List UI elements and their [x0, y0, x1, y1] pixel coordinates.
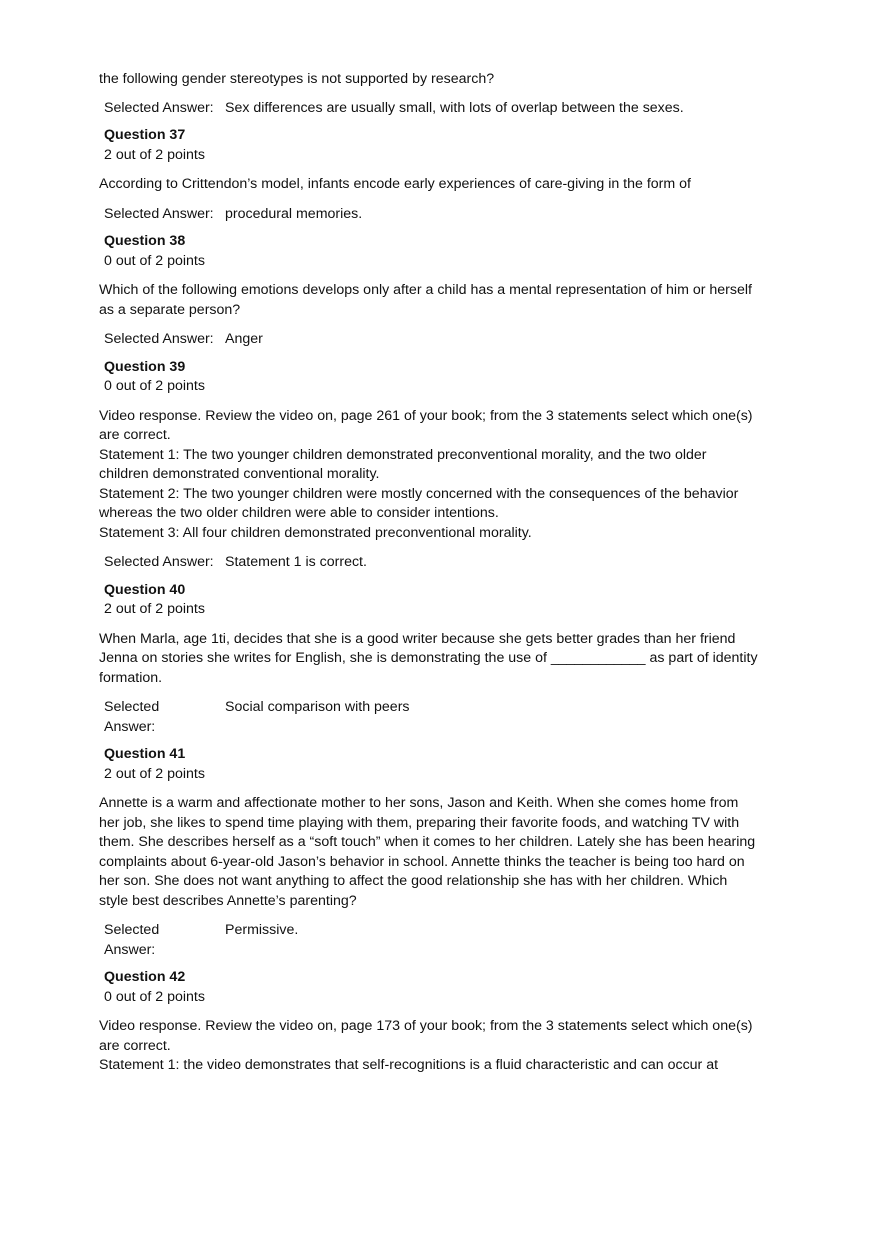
question-38: [99, 232, 759, 271]
question-title: Question 39: [104, 358, 186, 375]
question-points: 0 out of 2 points: [104, 988, 205, 1005]
question-points: 2 out of 2 points: [104, 601, 205, 617]
question-text-line: Statement 3: All four children demonstrated preconventional morality.: [99, 524, 532, 541]
question-points: 2 out of 2 points: [104, 146, 205, 163]
question-41: [99, 745, 759, 784]
question-text: [99, 281, 759, 320]
question-text: [99, 630, 759, 689]
selected-answer-value: procedural memories.: [225, 205, 363, 222]
question-text: [99, 794, 759, 911]
question-42: [99, 968, 759, 1007]
question-text-line: Statement 1: the video demonstrates that self-recognitions is a fluid characteristic and can occur at: [99, 1057, 719, 1073]
question-text-line: Video response. Review the video on, page 261 of your book; from the 3 statements select which one(s) are correct.: [99, 407, 753, 443]
selected-answer-row: [104, 698, 759, 737]
selected-answer-label-line: Answer:: [104, 718, 156, 735]
selected-answer-label-line: Answer:: [104, 941, 156, 958]
selected-answer-label-line: Selected: [104, 699, 160, 715]
selected-answer-value: Sex differences are usually small, with lots of overlap between the sexes.: [225, 99, 684, 116]
question-text-line: Statement 2: The two younger children were mostly concerned with the consequences of the behavior whereas the two older children were able to consider intentions.: [99, 485, 739, 521]
question-text-line: According to Crittendon’s model, infants encode early experiences of care-giving in the form of: [99, 176, 691, 192]
selected-answer-label: Selected Answer:: [104, 205, 214, 222]
question-text: [99, 175, 759, 195]
question-37: [99, 126, 759, 165]
selected-answer-value: Social comparison with peers: [225, 699, 410, 715]
selected-answer-value: Statement 1 is correct.: [225, 554, 367, 570]
question-title: Question 42: [104, 969, 186, 985]
question-points: 0 out of 2 points: [104, 252, 205, 269]
question-text-line: Annette is a warm and affectionate mother to her sons, Jason and Keith. When she comes home from her job, she likes to spend time playing with them, preparing their favorite foods, and watching TV with them. She describes herself as a “soft touch” when it comes to her children. Lately she has been hearing complaints about 6-year-old Jason’s behavior in school. Annette thinks the teacher is being too hard on her son. She does not want anything to affect the good relationship she has with her children. Which style best describes Annette’s parenting?: [99, 795, 756, 909]
selected-answer-row: [104, 99, 759, 119]
question-title: Question 41: [104, 746, 186, 762]
question-title: Question 37: [104, 127, 186, 143]
question-points: 0 out of 2 points: [104, 378, 205, 394]
question-title: Question 38: [104, 233, 186, 249]
selected-answer-row: [104, 921, 759, 960]
selected-answer-value: Permissive.: [225, 922, 299, 938]
selected-answer-label: [104, 698, 225, 737]
question-text-line: When Marla, age 1ti, decides that she is a good writer because she gets better grades than her friend Jenna on stories she writes for English, she is demonstrating the use of ____________ as part of identity formation.: [99, 630, 758, 686]
selected-answer-label: Selected Answer:: [104, 331, 214, 347]
selected-answer-row: [104, 553, 759, 573]
selected-answer-row: [104, 205, 759, 225]
question-text-line: Video response. Review the video on, page 173 of your book; from the 3 statements select which one(s) are correct.: [99, 1018, 753, 1054]
selected-answer-label: [104, 921, 225, 960]
selected-answer-row: [104, 330, 759, 350]
intro-text: the following gender stereotypes is not supported by research?: [99, 71, 495, 87]
question-text: [99, 1017, 759, 1076]
question-text-line: Which of the following emotions develops only after a child has a mental representation of him or herself as a separate person?: [99, 282, 752, 318]
question-39: [99, 358, 759, 397]
selected-answer-label: Selected Answer:: [104, 554, 214, 570]
question-points: 2 out of 2 points: [104, 765, 205, 782]
question-40: [99, 581, 759, 620]
selected-answer-value: Anger: [225, 331, 263, 347]
selected-answer-label: Selected Answer:: [104, 99, 214, 116]
selected-answer-label-line: Selected: [104, 922, 160, 938]
question-title: Question 40: [104, 581, 186, 598]
question-text-line: Statement 1: The two younger children demonstrated preconventional morality, and the two older children demonstrated conventional morality.: [99, 446, 707, 482]
document-content: [99, 70, 759, 1086]
question-text: [99, 407, 759, 544]
